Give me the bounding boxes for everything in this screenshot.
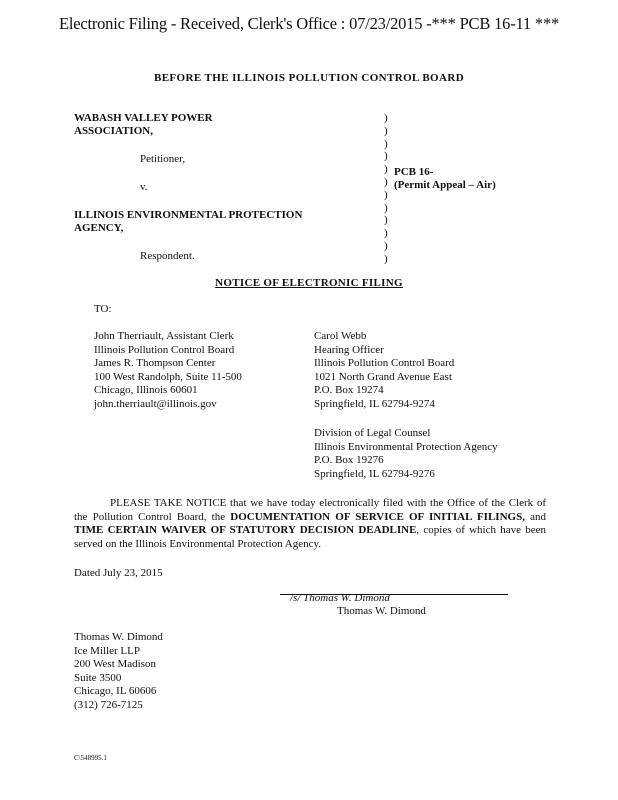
recipient-clerk-org: Illinois Pollution Control Board [94, 343, 235, 356]
recipient-clerk-building: James R. Thompson Center [94, 357, 216, 369]
counsel-name: Thomas W. Dimond [74, 631, 163, 643]
recipient-legal-pobox: P.O. Box 19276 [314, 454, 384, 466]
counsel-city: Chicago, IL 60606 [74, 685, 157, 697]
body-text-part1: PLEASE TAKE NOTICE that we have today electronically filed with the Office of the Clerk of the Pollution Control Board, the [74, 497, 546, 523]
counsel-address-block [74, 631, 163, 712]
body-text-part3: , copies of which have been served on the Illinois Environmental Protection Agency. [74, 524, 546, 550]
recipient-officer-org: Illinois Pollution Control Board [314, 357, 455, 369]
notice-title: NOTICE OF ELECTRONIC FILING [215, 277, 403, 289]
board-title: BEFORE THE ILLINOIS POLLUTION CONTROL BOARD [153, 72, 465, 84]
caption-paren-column: ) ) ) ) ) ) ) ) ) ) ) ) [384, 112, 388, 265]
petitioner-name-line2: ASSOCIATION, [74, 125, 153, 137]
recipient-officer-title: Hearing Officer [314, 343, 384, 356]
recipient-officer-name: Carol Webb [314, 330, 367, 342]
respondent-role: Respondent. [140, 250, 195, 262]
counsel-phone: (312) 726-7125 [74, 698, 143, 711]
document-id: C\548995.1 [74, 754, 107, 762]
dated-line: Dated July 23, 2015 [74, 567, 163, 579]
recipient-clerk-street: 100 West Randolph, Suite 11-500 [94, 370, 242, 383]
recipient-legal-agency: Illinois Environmental Protection Agency [314, 440, 498, 453]
counsel-firm: Ice Miller LLP [74, 644, 140, 657]
signature-line [280, 594, 508, 595]
recipient-clerk-address [94, 330, 242, 411]
electronic-signature: /s/ Thomas W. Dimond [290, 592, 390, 604]
recipient-legal-city: Springfield, IL 62794-9276 [314, 467, 435, 480]
recipient-legal-counsel-address [314, 427, 498, 481]
body-text-part2: and [524, 510, 546, 523]
body-bold-document-1: DOCUMENTATION OF SERVICE OF INITIAL FILINGS, [230, 510, 525, 523]
petitioner-name-line1: WABASH VALLEY POWER [74, 112, 213, 124]
filing-stamp-header: Electronic Filing - Received, Clerk's Office : 07/23/2015 -*** PCB 16-11 *** [58, 14, 560, 33]
recipient-officer-city: Springfield, IL 62794-9274 [314, 397, 435, 410]
respondent-name-line1: ILLINOIS ENVIRONMENTAL PROTECTION [74, 209, 303, 221]
recipient-clerk-city: Chicago, Illinois 60601 [94, 384, 198, 396]
recipient-legal-division: Division of Legal Counsel [314, 427, 431, 439]
recipient-hearing-officer-address [314, 330, 454, 411]
recipient-officer-street: 1021 North Grand Avenue East [314, 370, 452, 383]
notice-body-paragraph [74, 497, 546, 551]
versus: v. [140, 181, 148, 193]
recipient-officer-pobox: P.O. Box 19274 [314, 384, 384, 396]
counsel-street: 200 West Madison [74, 658, 157, 670]
respondent-name-line2: AGENCY, [74, 222, 124, 234]
petitioner-role: Petitioner, [140, 153, 186, 165]
case-number: PCB 16- [394, 166, 434, 178]
case-type: (Permit Appeal – Air) [394, 179, 496, 191]
signer-printed-name: Thomas W. Dimond [337, 605, 426, 617]
recipient-clerk-email[interactable]: john.therriault@illinois.gov [94, 397, 217, 410]
counsel-suite: Suite 3500 [74, 671, 122, 684]
to-label: TO: [94, 303, 112, 315]
body-bold-document-2: TIME CERTAIN WAIVER OF STATUTORY DECISION DEADLINE [74, 524, 417, 536]
recipient-clerk-name: John Therriault, Assistant Clerk [94, 330, 234, 342]
